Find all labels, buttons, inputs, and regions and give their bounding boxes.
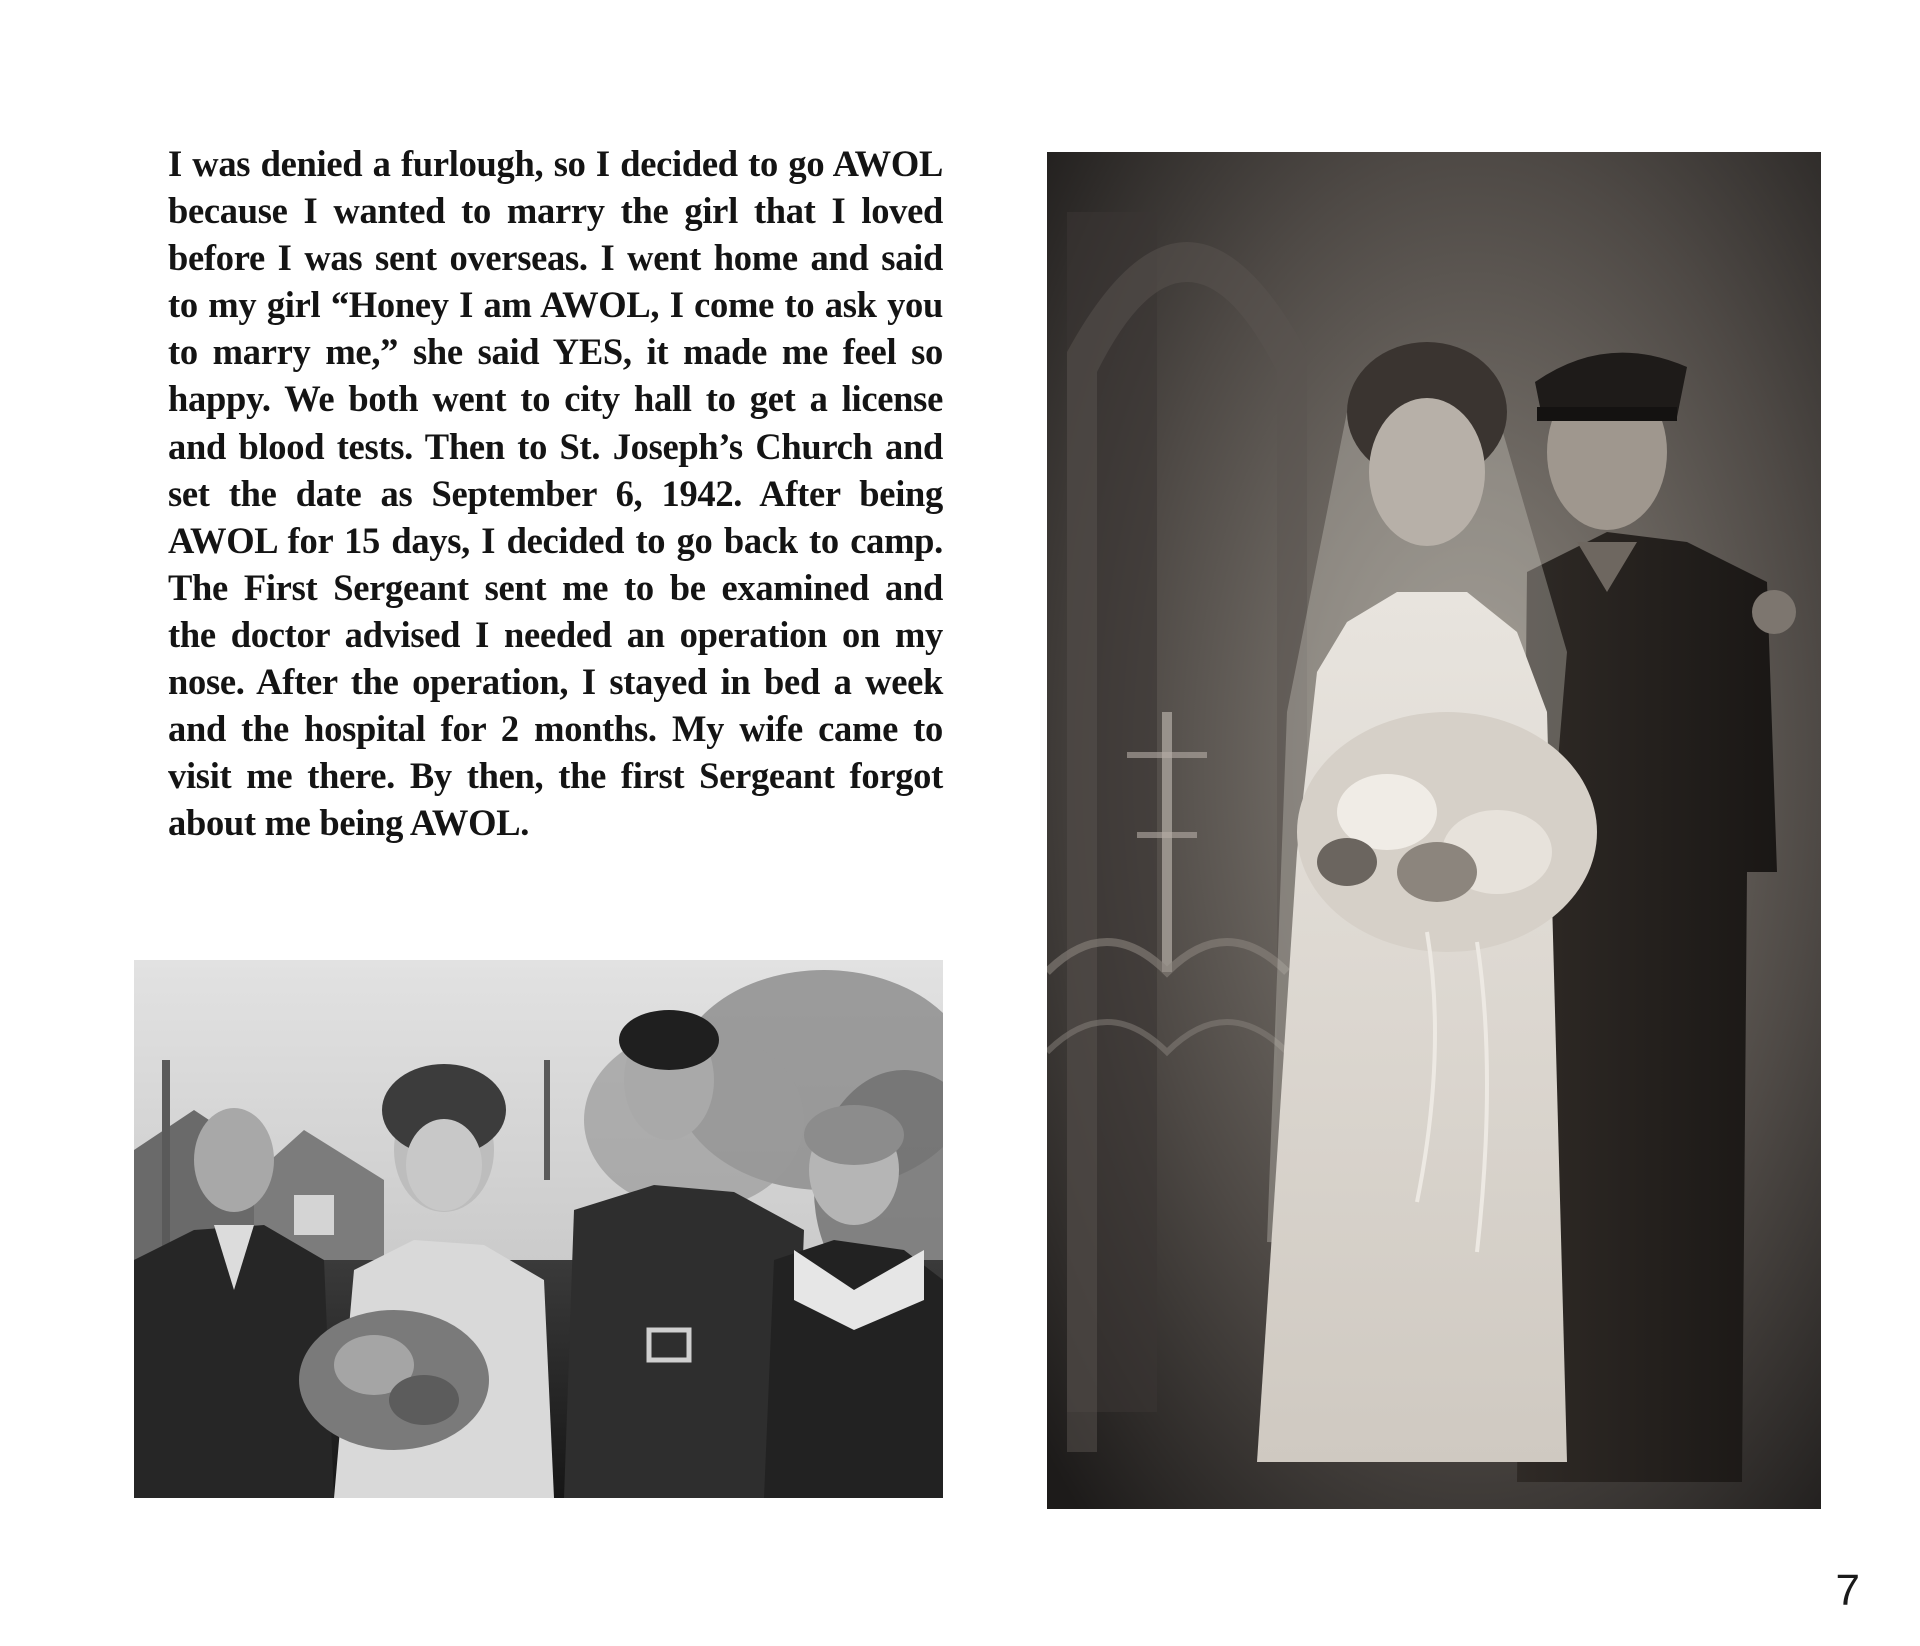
wedding-portrait-photo [1047, 152, 1821, 1509]
story-paragraph: I was denied a furlough, so I decided to go AWOL because I wanted to marry the girl that I loved before I was sent overseas. I went home and said to my girl “Honey I am AWOL, I come to ask you to marry me,” she said YES, it made me feel so happy. We both went to city hall to get a license and blood tests. Then to St. Joseph’s Church and set the date as September 6, 1942. After being AWOL for 15 days, I decided to go back to camp. The First Sergeant sent me to be examined and the doctor advised I needed an operation on my nose. After the operation, I stayed in bed a week and the hospital for 2 months. My wife came to visit me there. By then, the first Sergeant forgot about me being AWOL. [168, 143, 943, 844]
family-group-photo [134, 960, 943, 1498]
page-number: 7 [1835, 1566, 1860, 1615]
